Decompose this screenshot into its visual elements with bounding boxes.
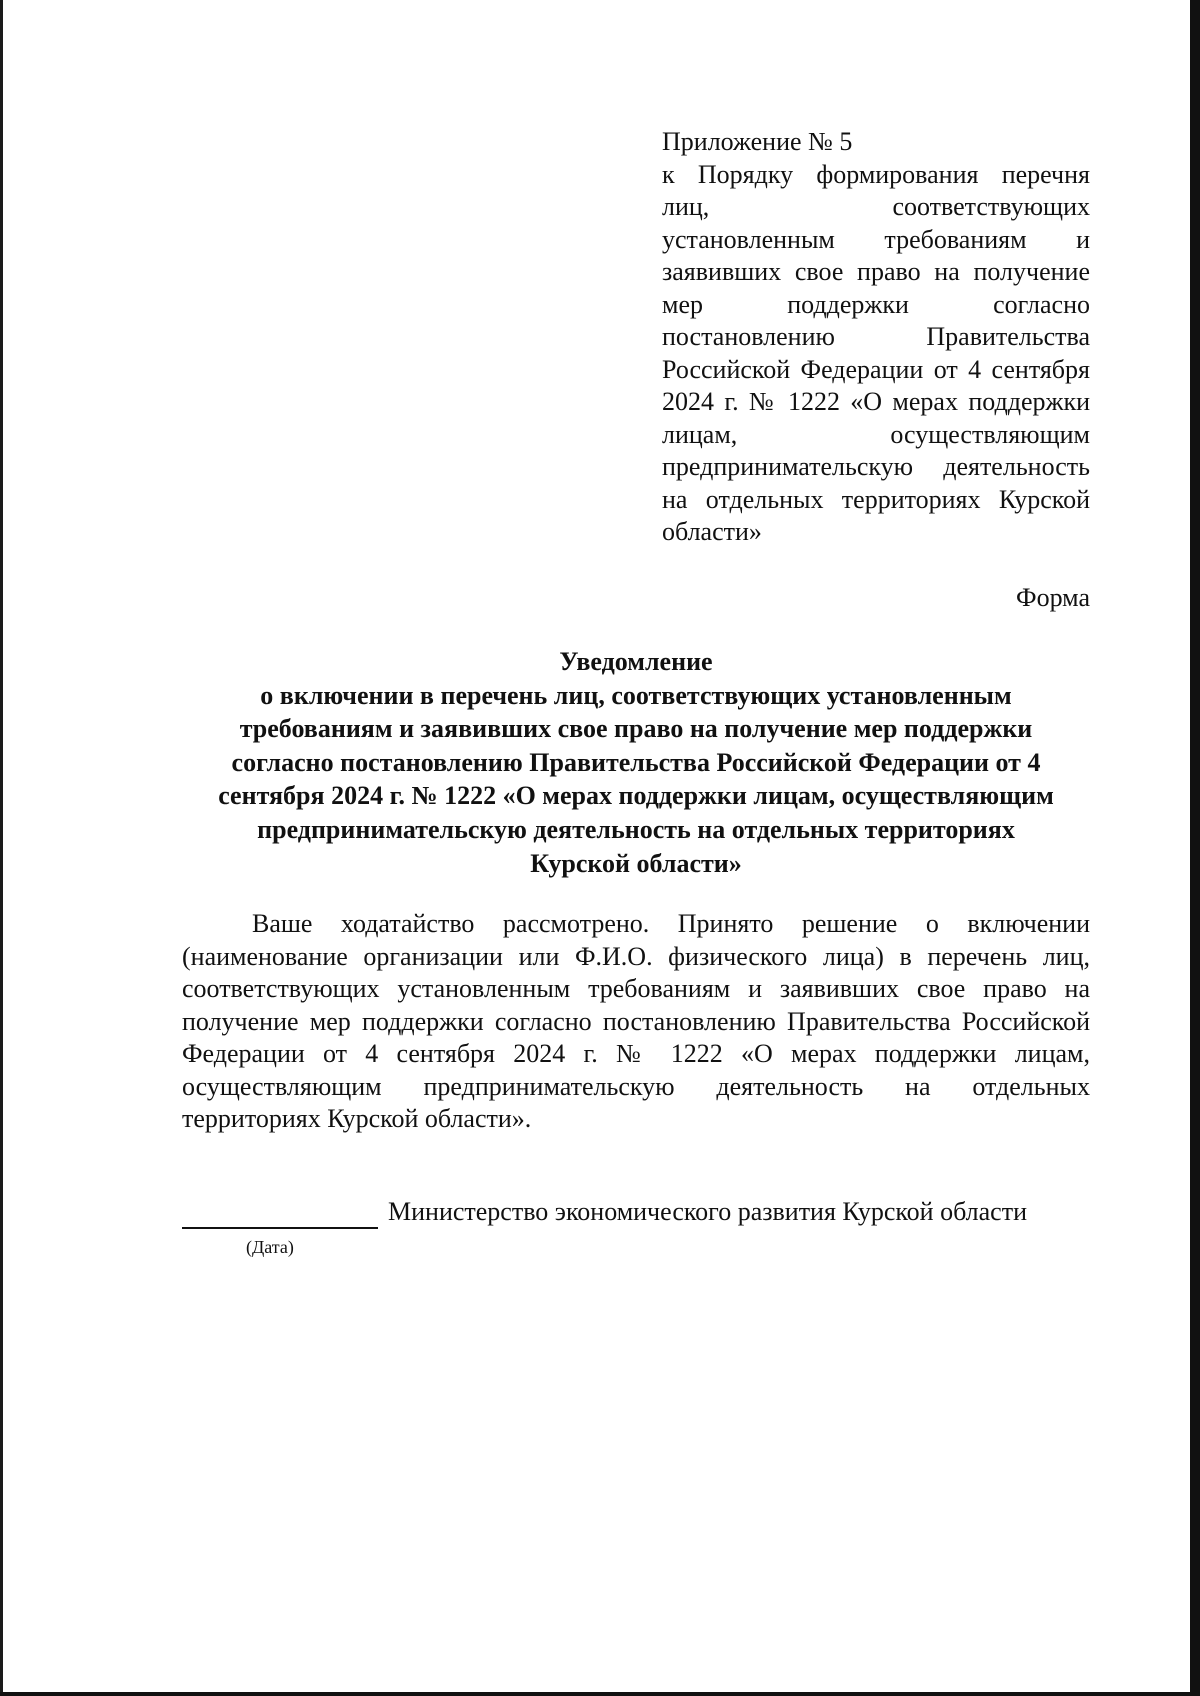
appendix-block	[662, 126, 1090, 549]
appendix-body: к Порядку формирования перечня лиц, соответствующих установленным требованиям и заявивших свое право на получение мер поддержки согласно постановлению Правительства Российской Федерации от 4 сентября 2024 г. № 1222 «О мерах поддержки лицам, осуществляющим предпринимательскую деятельность на отдельных территориях Курской области»	[662, 159, 1090, 546]
ministry-name: Министерство экономического развития Курской области	[388, 1197, 1027, 1226]
notice-heading	[170, 645, 1102, 880]
date-caption: (Дата)	[246, 1237, 294, 1257]
scan-edge-bottom	[0, 1692, 1200, 1696]
scan-edge-left	[0, 0, 3, 1696]
notice-title: Уведомление	[559, 647, 713, 676]
scan-edge-right	[1190, 0, 1200, 1696]
notice-body: Ваше ходатайство рассмотрено. Принято решение о включении (наименование организации или Ф.И.О. физического лица) в перечень лиц, соответствующих установленным требованиям и заявивших свое право на получение мер поддержки согласно постановлению Правительства Российской Федерации от 4 сентября 2024 г. № 1222 «О мерах поддержки лицам, осуществляющим предпринимательскую деятельность на отдельных территориях Курской области».	[182, 909, 1090, 1133]
notice-subtitle: о включении в перечень лиц, соответствующих установленным требованиям и заявивших свое право на получение мер поддержки согласно постановлению Правительства Российской Федерации от 4 сентября 2024 г. № 1222 «О мерах поддержки лицам, осуществляющим предпринимательскую деятельность на отдельных территориях Курской области»	[218, 680, 1054, 878]
form-label: Форма	[1016, 583, 1090, 612]
appendix-title: Приложение № 5	[662, 127, 853, 156]
date-blank-line	[182, 1227, 378, 1229]
